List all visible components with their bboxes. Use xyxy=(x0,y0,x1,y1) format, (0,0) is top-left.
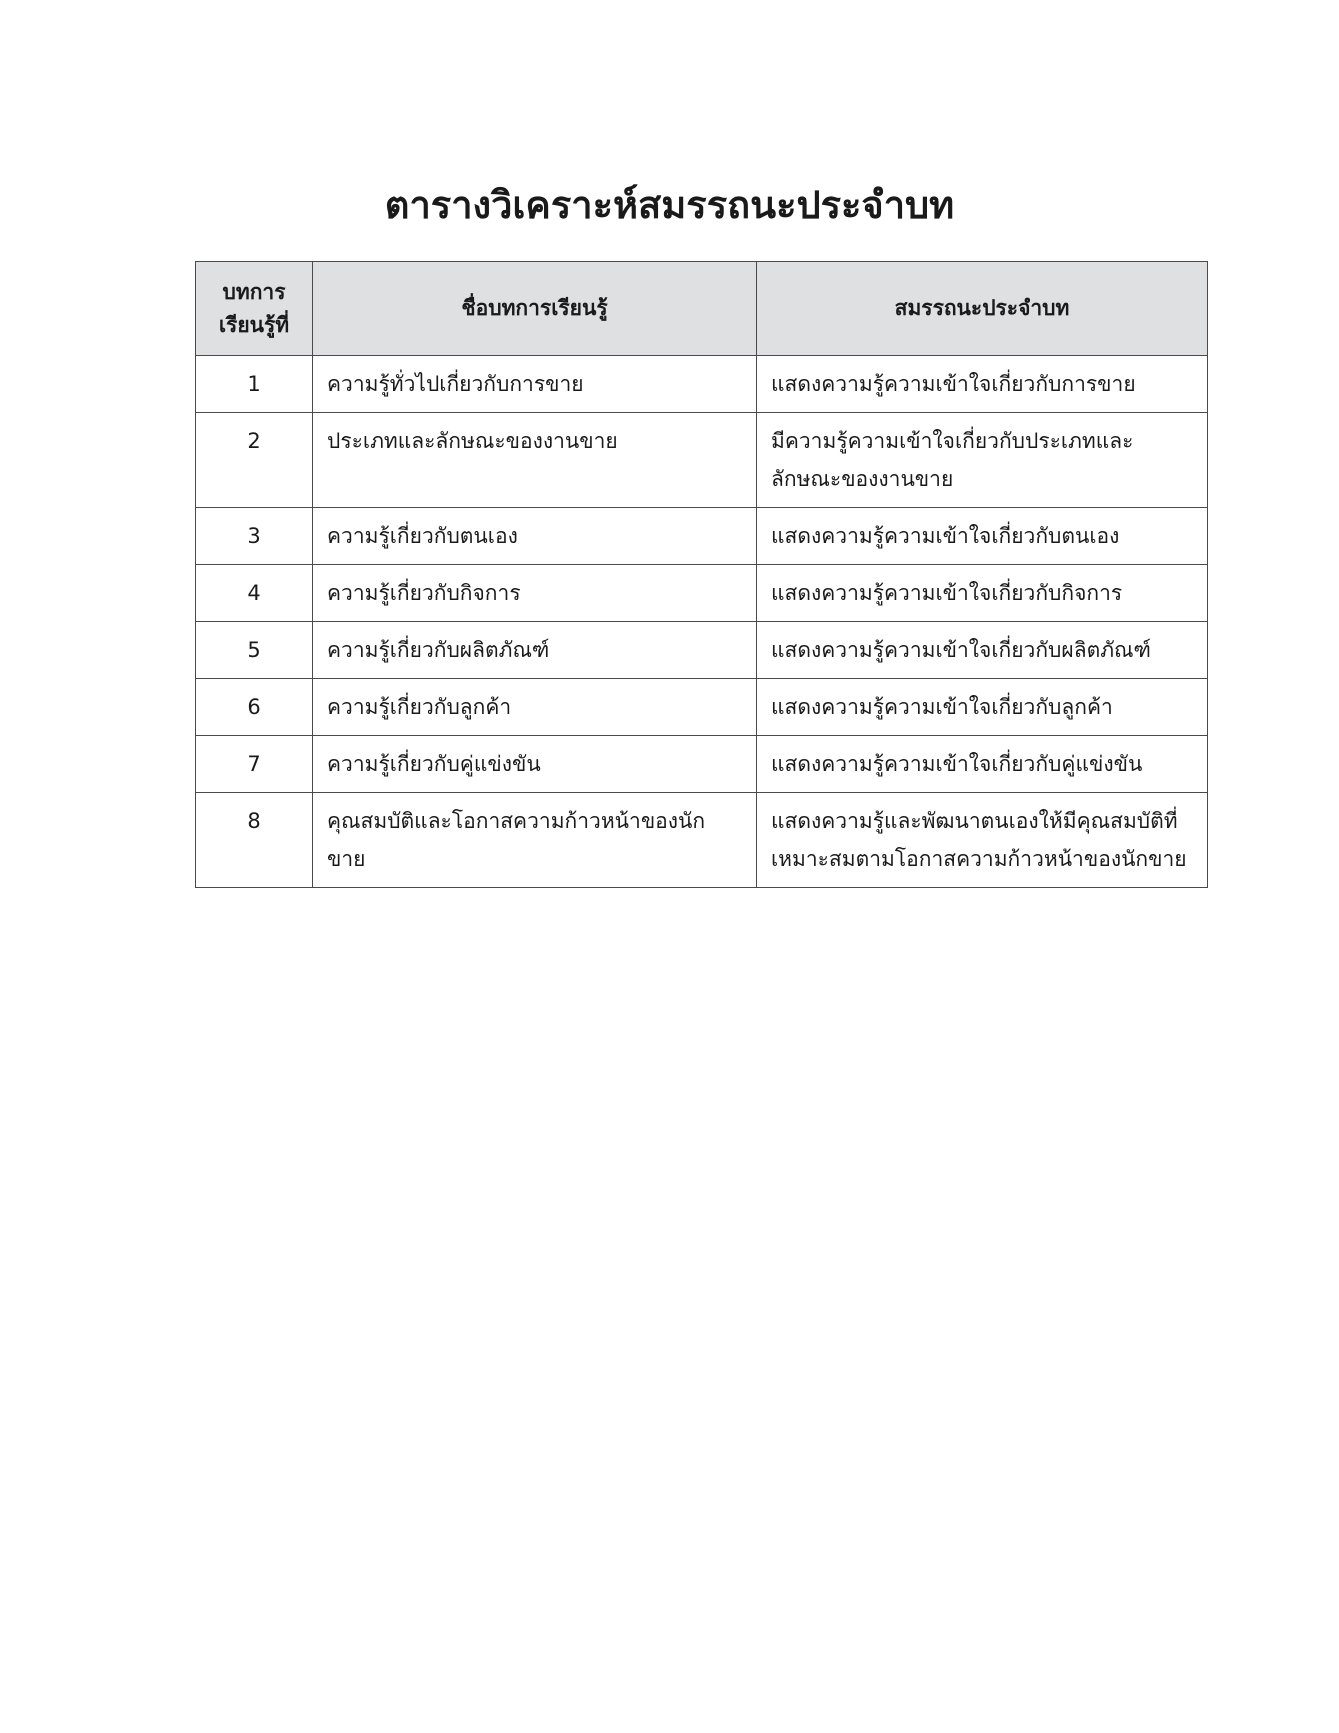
row-lesson-name: ความรู้เกี่ยวกับลูกค้า xyxy=(313,679,757,736)
table-header-row xyxy=(196,262,1208,356)
row-competency: แสดงความรู้ความเข้าใจเกี่ยวกับตนเอง xyxy=(757,508,1208,565)
row-number: 5 xyxy=(196,622,313,679)
row-number: 6 xyxy=(196,679,313,736)
row-number: 2 xyxy=(196,413,313,508)
row-competency: แสดงความรู้ความเข้าใจเกี่ยวกับกิจการ xyxy=(757,565,1208,622)
table-row xyxy=(196,565,1208,622)
row-number: 8 xyxy=(196,793,313,888)
header-lesson-name: ชื่อบทการเรียนรู้ xyxy=(313,262,757,356)
row-lesson-name: ความรู้เกี่ยวกับคู่แข่งขัน xyxy=(313,736,757,793)
row-number: 3 xyxy=(196,508,313,565)
table-row xyxy=(196,736,1208,793)
row-number: 1 xyxy=(196,356,313,413)
row-lesson-name: ความรู้เกี่ยวกับผลิตภัณฑ์ xyxy=(313,622,757,679)
row-lesson-name: ความรู้เกี่ยวกับตนเอง xyxy=(313,508,757,565)
table-row xyxy=(196,679,1208,736)
row-competency: แสดงความรู้ความเข้าใจเกี่ยวกับลูกค้า xyxy=(757,679,1208,736)
row-competency: แสดงความรู้ความเข้าใจเกี่ยวกับคู่แข่งขัน xyxy=(757,736,1208,793)
row-competency: มีความรู้ความเข้าใจเกี่ยวกับประเภทและลักษณะของงานขาย xyxy=(757,413,1208,508)
header-lesson-number xyxy=(196,262,313,356)
table-row xyxy=(196,793,1208,888)
row-lesson-name: ความรู้ทั่วไปเกี่ยวกับการขาย xyxy=(313,356,757,413)
row-lesson-name: คุณสมบัติและโอกาสความก้าวหน้าของนักขาย xyxy=(313,793,757,888)
table-row xyxy=(196,413,1208,508)
row-lesson-name: ประเภทและลักษณะของงานขาย xyxy=(313,413,757,508)
row-competency: แสดงความรู้ความเข้าใจเกี่ยวกับการขาย xyxy=(757,356,1208,413)
table-row xyxy=(196,356,1208,413)
page-title: ตารางวิเคราะห์สมรรถนะประจำบท xyxy=(384,183,955,227)
header-competency: สมรรถนะประจำบท xyxy=(757,262,1208,356)
row-lesson-name: ความรู้เกี่ยวกับกิจการ xyxy=(313,565,757,622)
table-row xyxy=(196,622,1208,679)
table-row xyxy=(196,508,1208,565)
row-competency: แสดงความรู้และพัฒนาตนเองให้มีคุณสมบัติที่เหมาะสมตามโอกาสความก้าวหน้าของนักขาย xyxy=(757,793,1208,888)
competency-table xyxy=(195,261,1208,888)
row-competency: แสดงความรู้ความเข้าใจเกี่ยวกับผลิตภัณฑ์ xyxy=(757,622,1208,679)
row-number: 4 xyxy=(196,565,313,622)
row-number: 7 xyxy=(196,736,313,793)
header-lesson-number-line2: เรียนรู้ที่ xyxy=(218,312,290,337)
header-lesson-number-line1: บทการ xyxy=(222,279,286,304)
